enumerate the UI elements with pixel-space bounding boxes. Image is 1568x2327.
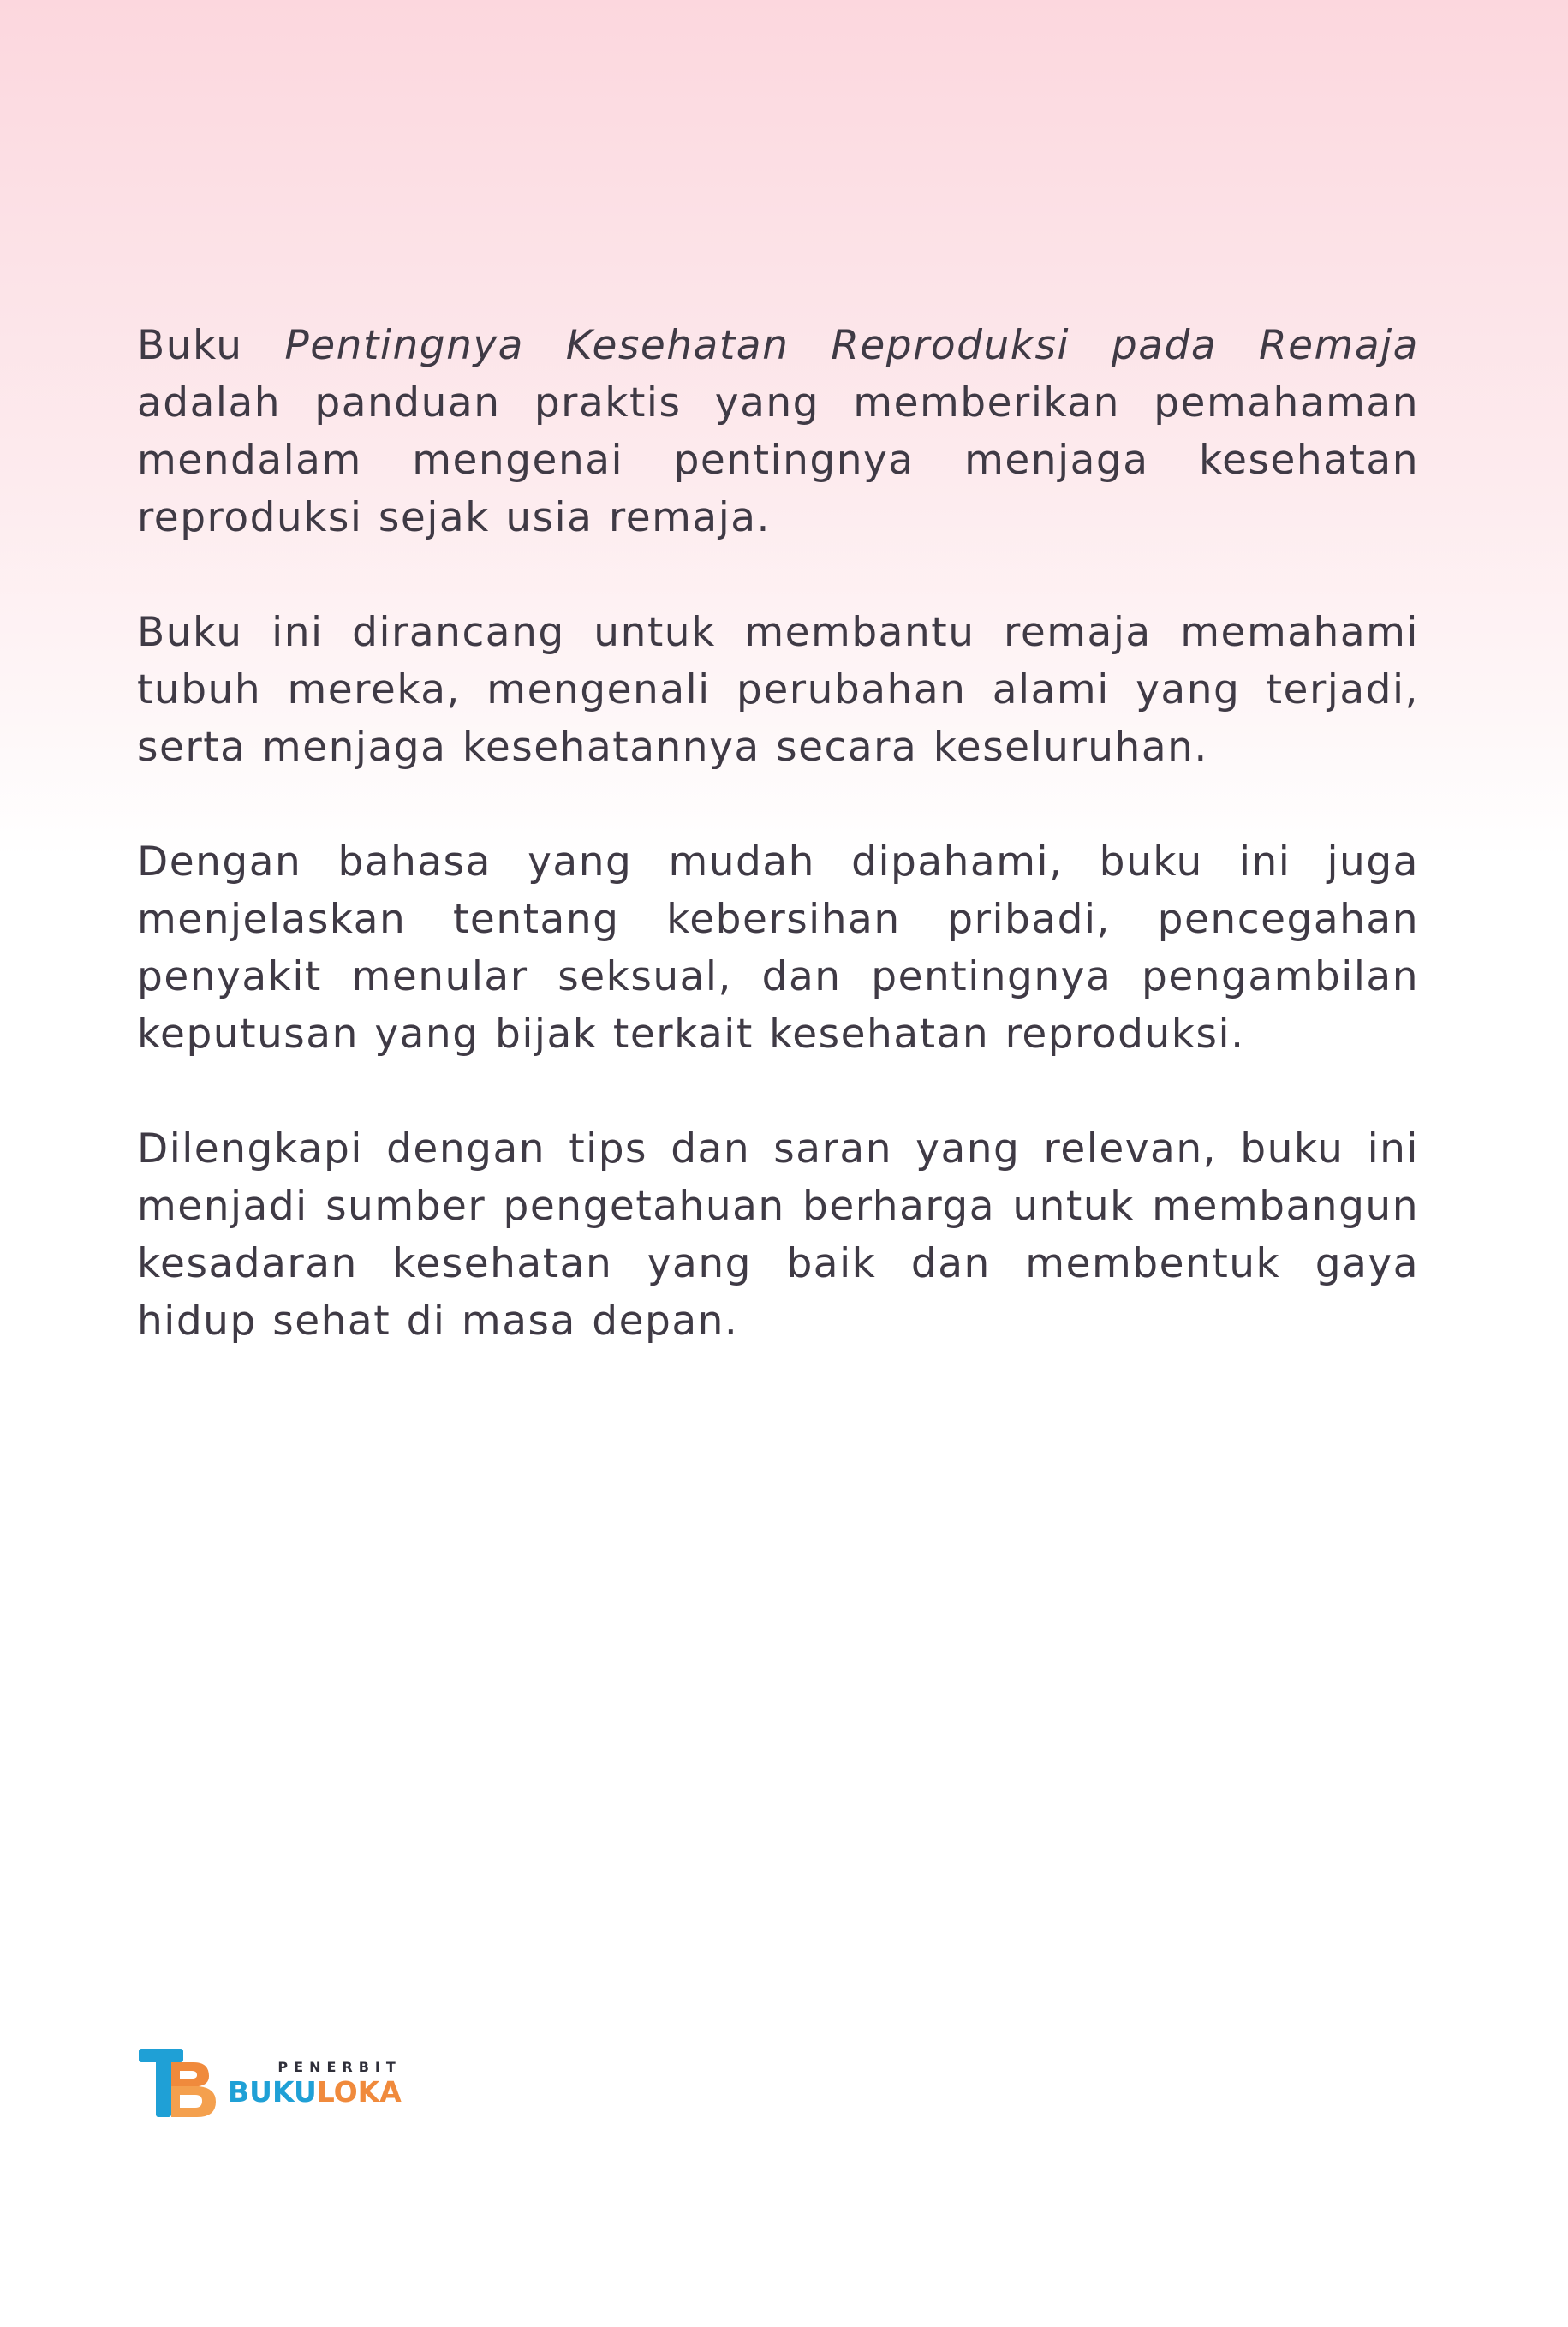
publisher-logo [137, 2045, 402, 2121]
publisher-name-block [228, 2059, 402, 2108]
bukuloka-b-logo-icon [137, 2045, 219, 2121]
publisher-small-label: PENERBIT [277, 2058, 402, 2075]
blurb-paragraph-1-rest: adalah panduan praktis yang memberikan pemahaman mendalam mengenai pentingnya menjaga kesehatan reproduksi sejak usia remaja. [137, 379, 1419, 541]
blurb-paragraph-4: Dilengkapi dengan tips dan saran yang relevan, buku ini menjadi sumber pengetahuan berharga untuk membangun kesadaran kesehatan yang baik dan membentuk gaya hidup sehat di masa depan. [137, 1125, 1419, 1345]
book-title-italic: Pentingnya Kesehatan Reproduksi pada Remaja [284, 322, 1419, 369]
publisher-name-part-1: BUKU [228, 2074, 317, 2109]
back-cover-blurb [137, 317, 1419, 1407]
blurb-paragraph-1 [137, 317, 1419, 546]
publisher-name [228, 2074, 402, 2109]
publisher-name-part-2: LOKA [316, 2074, 402, 2109]
blurb-paragraph-3: Dengan bahasa yang mudah dipahami, buku ini juga menjelaskan tentang kebersihan pribadi, pencegahan penyakit menular seksual, dan pentingnya pengambilan keputusan yang bijak terkait kesehatan reproduksi. [137, 838, 1419, 1058]
blurb-paragraph-1-lead: Buku [137, 322, 285, 369]
blurb-paragraph-2: Buku ini dirancang untuk membantu remaja memahami tubuh mereka, mengenali perubahan alami yang terjadi, serta menjaga kesehatannya secara keseluruhan. [137, 609, 1419, 771]
